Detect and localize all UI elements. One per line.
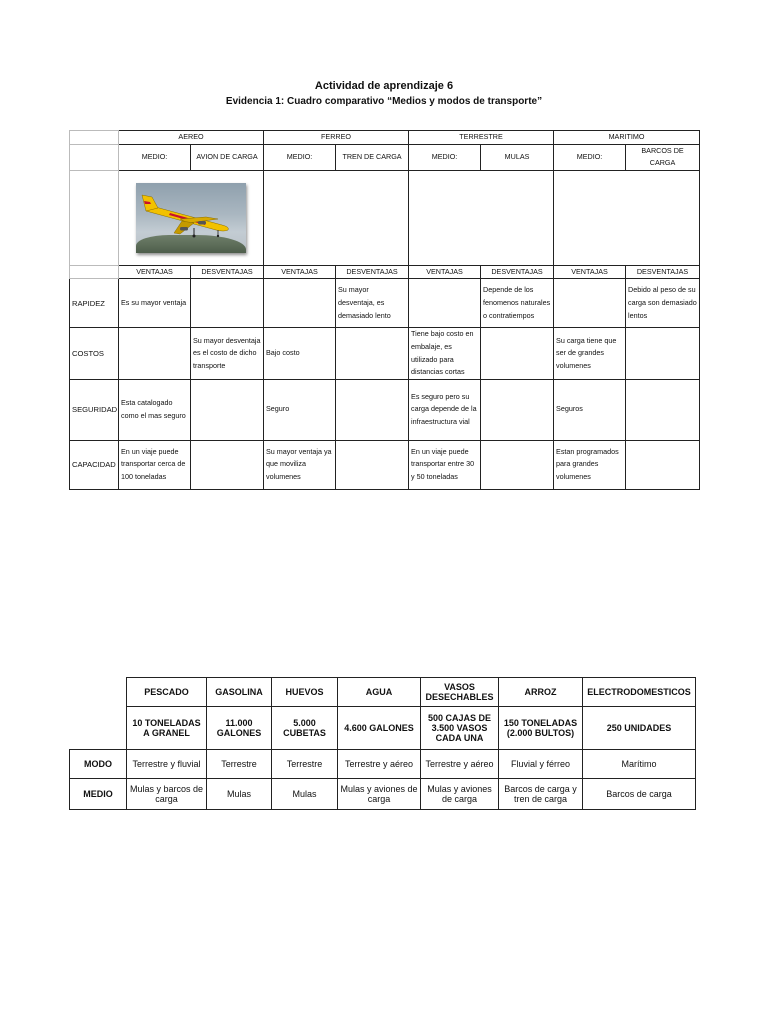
- corner-cell: [70, 170, 119, 265]
- medio-cell: Barcos de carga: [583, 779, 696, 810]
- table-cell: Su mayor ventaja ya que moviliza volumenes: [264, 440, 336, 489]
- mode-header-aereo: AEREO: [119, 131, 264, 145]
- product-header: ARROZ: [499, 678, 583, 707]
- desventajas-header: DESVENTAJAS: [191, 265, 264, 279]
- quantity-cell: 250 UNIDADES: [583, 707, 696, 750]
- modo-cell: Marítimo: [583, 750, 696, 779]
- table-row-medio: [70, 779, 696, 810]
- product-header: PESCADO: [127, 678, 207, 707]
- table-cell: [554, 279, 626, 328]
- empty-cell: [70, 707, 127, 750]
- ventajas-header: VENTAJAS: [409, 265, 481, 279]
- table-cell: Depende de los fenomenos naturales o contratiempos: [481, 279, 554, 328]
- table-cell: Debido al peso de su carga son demasiado lentos: [626, 279, 700, 328]
- table-cell: [481, 328, 554, 379]
- ventajas-header: VENTAJAS: [554, 265, 626, 279]
- product-header: GASOLINA: [207, 678, 272, 707]
- table-cell: [336, 328, 409, 379]
- table-cell: Estan programados para grandes volumenes: [554, 440, 626, 489]
- table-cell: Su carga tiene que ser de grandes volumenes: [554, 328, 626, 379]
- table-cell: Seguro: [264, 379, 336, 440]
- goods-table: [69, 677, 696, 810]
- image-cell-ferreo: [264, 170, 409, 265]
- product-header: ELECTRODOMESTICOS: [583, 678, 696, 707]
- empty-cell: [70, 678, 127, 707]
- mode-header-ferreo: FERREO: [264, 131, 409, 145]
- table-cell: [191, 379, 264, 440]
- table-cell: Su mayor desventaja, es demasiado lento: [336, 279, 409, 328]
- desventajas-header: DESVENTAJAS: [481, 265, 554, 279]
- table-cell: Su mayor desventaja es el costo de dicho transporte: [191, 328, 264, 379]
- table-cell: [626, 379, 700, 440]
- medio-value-maritimo: BARCOS DE CARGA: [626, 144, 700, 170]
- medio-cell: Mulas y barcos de carga: [127, 779, 207, 810]
- document-title: Actividad de aprendizaje 6: [314, 80, 454, 92]
- medio-value-aereo: AVION DE CARGA: [191, 144, 264, 170]
- row-label-medio: MEDIO: [70, 779, 127, 810]
- product-header: VASOS DESECHABLES: [421, 678, 499, 707]
- medio-cell: Mulas y aviones de carga: [338, 779, 421, 810]
- quantity-cell: 5.000 CUBETAS: [272, 707, 338, 750]
- product-header: AGUA: [338, 678, 421, 707]
- medio-label: MEDIO:: [119, 144, 191, 170]
- image-cell-maritimo: [554, 170, 700, 265]
- modo-cell: Fluvial y férreo: [499, 750, 583, 779]
- medio-label: MEDIO:: [409, 144, 481, 170]
- table-cell: Bajo costo: [264, 328, 336, 379]
- medio-cell: Mulas: [272, 779, 338, 810]
- medio-cell: Mulas y aviones de carga: [421, 779, 499, 810]
- table-cell: Es seguro pero su carga depende de la infraestructura vial: [409, 379, 481, 440]
- table-cell: En un viaje puede transportar cerca de 100 toneladas: [119, 440, 191, 489]
- comparison-table: [69, 130, 700, 490]
- mode-header-maritimo: MARITIMO: [554, 131, 700, 145]
- table-cell: [481, 379, 554, 440]
- table-row-seguridad: [70, 379, 700, 440]
- quantity-cell: 11.000 GALONES: [207, 707, 272, 750]
- modo-cell: Terrestre y fluvial: [127, 750, 207, 779]
- modo-cell: Terrestre y aéreo: [338, 750, 421, 779]
- table-cell: Seguros: [554, 379, 626, 440]
- table-cell: Tiene bajo costo en embalaje, es utilizado para distancias cortas: [409, 328, 481, 379]
- table-row-capacidad: [70, 440, 700, 489]
- table-cell: [626, 440, 700, 489]
- row-label-capacidad: CAPACIDAD: [70, 440, 119, 489]
- mode-header-terrestre: TERRESTRE: [409, 131, 554, 145]
- table-cell: Es su mayor ventaja: [119, 279, 191, 328]
- cargo-plane-image: [136, 183, 246, 253]
- ventajas-header: VENTAJAS: [264, 265, 336, 279]
- table-cell: [191, 279, 264, 328]
- table-cell: [264, 279, 336, 328]
- medio-label: MEDIO:: [264, 144, 336, 170]
- medio-cell: Mulas: [207, 779, 272, 810]
- table-row-modo: [70, 750, 696, 779]
- medio-value-ferreo: TREN DE CARGA: [336, 144, 409, 170]
- product-header: HUEVOS: [272, 678, 338, 707]
- row-label-costos: COSTOS: [70, 328, 119, 379]
- ventajas-header: VENTAJAS: [119, 265, 191, 279]
- table-cell: [626, 328, 700, 379]
- document-subtitle: Evidencia 1: Cuadro comparativo “Medios y modos de transporte”: [225, 96, 543, 107]
- desventajas-header: DESVENTAJAS: [336, 265, 409, 279]
- table-cell: En un viaje puede transportar entre 30 y 50 toneladas: [409, 440, 481, 489]
- medio-label: MEDIO:: [554, 144, 626, 170]
- corner-cell: [70, 144, 119, 170]
- table-cell: [191, 440, 264, 489]
- quantity-cell: 150 TONELADAS (2.000 BULTOS): [499, 707, 583, 750]
- image-cell-aereo: [119, 170, 264, 265]
- medio-cell: Barcos de carga y tren de carga: [499, 779, 583, 810]
- quantity-cell: 10 TONELADAS A GRANEL: [127, 707, 207, 750]
- table-row-rapidez: [70, 279, 700, 328]
- corner-cell: [70, 265, 119, 279]
- table-cell: Esta catalogado como el mas seguro: [119, 379, 191, 440]
- desventajas-header: DESVENTAJAS: [626, 265, 700, 279]
- image-cell-terrestre: [409, 170, 554, 265]
- table-row-costos: [70, 328, 700, 379]
- table-cell: [409, 279, 481, 328]
- quantity-cell: 4.600 GALONES: [338, 707, 421, 750]
- row-label-rapidez: RAPIDEZ: [70, 279, 119, 328]
- modo-cell: Terrestre y aéreo: [421, 750, 499, 779]
- medio-value-terrestre: MULAS: [481, 144, 554, 170]
- modo-cell: Terrestre: [207, 750, 272, 779]
- table-cell: [336, 379, 409, 440]
- corner-cell: [70, 131, 119, 145]
- row-label-modo: MODO: [70, 750, 127, 779]
- modo-cell: Terrestre: [272, 750, 338, 779]
- row-label-seguridad: SEGURIDAD: [70, 379, 119, 440]
- table-cell: [481, 440, 554, 489]
- table-cell: [336, 440, 409, 489]
- table-cell: [119, 328, 191, 379]
- quantity-cell: 500 CAJAS DE 3.500 VASOS CADA UNA: [421, 707, 499, 750]
